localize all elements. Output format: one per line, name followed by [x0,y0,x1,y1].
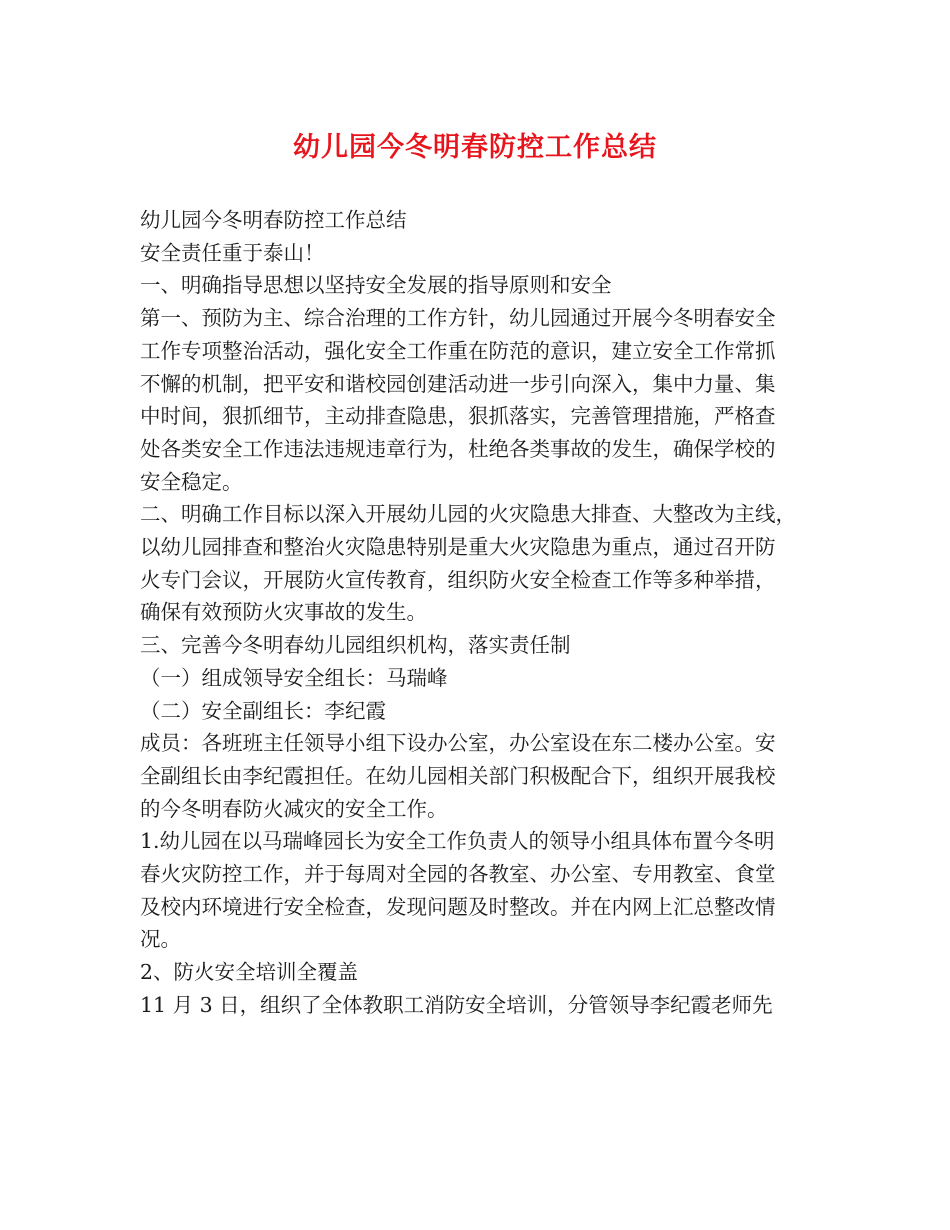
text-line: 一、明确指导思想以坚持安全发展的指导原则和安全 [140,273,612,298]
text-line: 11 月 3 日，组织了全体教职工消防安全培训，分管领导李纪霞老师先 [140,992,773,1017]
text-line: 三、完善今冬明春幼儿园组织机构，落实责任制 [140,633,571,658]
text-line: 春火灾防控工作，并于每周对全园的各教室、办公室、专用教室、食堂 [140,862,776,887]
text-line: 2、防火安全培训全覆盖 [140,960,359,985]
text-line: 况。 [140,927,181,952]
text-line: （一）组成领导安全组长：马瑞峰 [140,665,448,690]
document-body [140,204,818,1022]
text-line: 火专门会议，开展防火宣传教育，组织防火安全检查工作等多种举措， [140,567,776,592]
text-line: 不懈的机制，把平安和谐校园创建活动进一步引向深入，集中力量、集 [140,371,776,396]
text-line: 及校内环境进行安全检查，发现问题及时整改。并在内网上汇总整改情 [140,894,776,919]
text-line: 安全稳定。 [140,469,243,494]
text-line: 幼儿园今冬明春防控工作总结 [140,208,407,232]
text-line: 安全责任重于泰山！ [140,240,325,265]
text-line: 中时间，狠抓细节，主动排查隐患，狠抓落实，完善管理措施，严格查 [140,404,776,429]
text-line: 1.幼儿园在以马瑞峰园长为安全工作负责人的领导小组具体布置今冬明 [140,829,775,854]
text-line: 工作专项整治活动，强化安全工作重在防范的意识，建立安全工作常抓 [140,338,776,363]
text-line: 的今冬明春防火减灾的安全工作。 [140,796,448,821]
text-line: 全副组长由李纪霞担任。在幼儿园相关部门积极配合下，组织开展我校 [140,763,776,788]
text-line: 处各类安全工作违法违规违章行为，杜绝各类事故的发生，确保学校的 [140,436,776,461]
text-line: （二）安全副组长：李纪霞 [140,698,386,723]
text-line: 确保有效预防火灾事故的发生。 [140,600,427,625]
page-title: 幼儿园今冬明春防控工作总结 [293,132,657,163]
text-line: 第一、预防为主、综合治理的工作方针，幼儿园通过开展今冬明春安全 [140,306,776,331]
text-line: 成员：各班班主任领导小组下设办公室，办公室设在东二楼办公室。安 [140,731,776,756]
text-line: 以幼儿园排查和整治火灾隐患特别是重大火灾隐患为重点，通过召开防 [140,535,776,560]
text-line: 二、明确工作目标以深入开展幼儿园的火灾隐患大排查、大整改为主线， [140,502,796,527]
